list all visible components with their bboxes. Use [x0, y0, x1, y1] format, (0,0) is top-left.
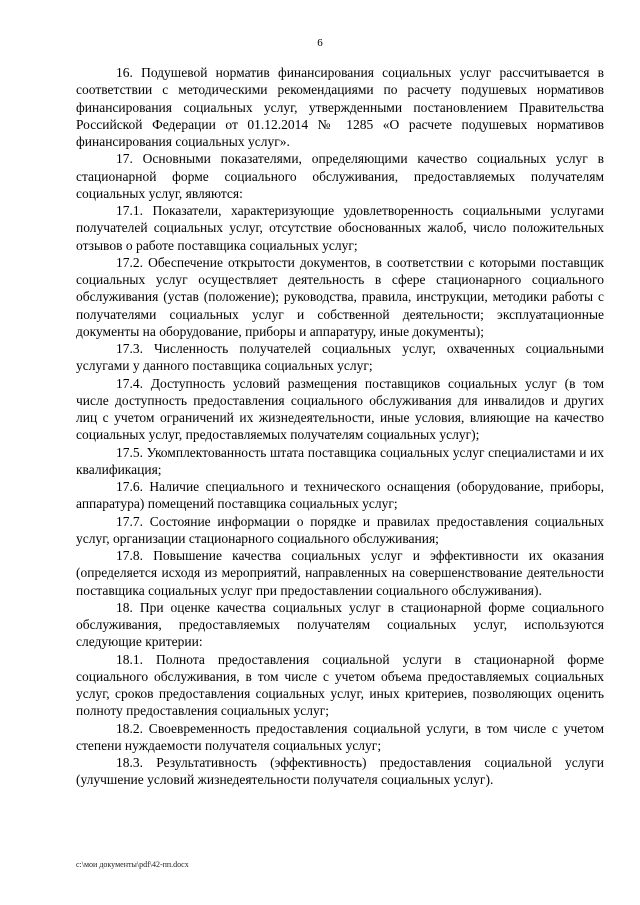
- paragraph-17-8: 17.8. Повышение качества социальных услуг и эффективности их оказания (определяется исходя из мероприятий, направленных на совершенствование деятельности поставщика социальных услуг при предоставлении социального обслуживания).: [76, 548, 604, 598]
- paragraph-17-3: 17.3. Численность получателей социальных услуг, охваченных социальными услугами у данного поставщика социальных услуг;: [76, 341, 604, 374]
- document-body: [76, 64, 604, 789]
- paragraph-18: 18. При оценке качества социальных услуг в стационарной форме социального обслуживания, предоставляемых получателям социальных услуг, используются следующие критерии:: [76, 599, 604, 650]
- paragraph-17-1: 17.1. Показатели, характеризующие удовлетворенность социальными услугами получателей социальных услуг, отсутствие обоснованных жалоб, число положительных отзывов о работе поставщика социальных услуг;: [76, 203, 604, 253]
- paragraph-18-3: 18.3. Результативность (эффективность) предоставления социальной услуги (улучшение условий жизнедеятельности получателя социальных услуг).: [76, 755, 604, 788]
- paragraph-17-2: 17.2. Обеспечение открытости документов, в соответствии с которыми поставщик социальных услуг осуществляет деятельность в сфере стационарного социального обслуживания (устав (положение); руководства, правила, инструкции, методики работы с получателями социальных услуг и собственной деятельности; эксплуатационные документы на оборудование, приборы и аппаратуру, иные документы);: [76, 254, 604, 339]
- paragraph-18-1: 18.1. Полнота предоставления социальной услуги в стационарной форме социального обслуживания, в том числе с учетом объема предоставляемых социальных услуг, сроков предоставления социальных услуг, иных критериев, позволяющих оценить полноту предоставления социальных услуг;: [76, 651, 604, 719]
- paragraph-16: 16. Подушевой норматив финансирования социальных услуг рассчитывается в соответствии с методическими рекомендациями по расчету подушевых нормативов финансирования социальных услуг, утвержденными постановлением Правительства Российской Федерации от 01.12.2014 № 1285 «О расчете подушевых нормативов финансирования социальных услуг».: [76, 65, 604, 149]
- paragraph-17-7: 17.7. Состояние информации о порядке и правилах предоставления социальных услуг, организации стационарного социального обслуживания;: [76, 513, 604, 546]
- paragraph-17-6: 17.6. Наличие специального и технического оснащения (оборудование, приборы, аппаратура) помещений поставщика социальных услуг;: [76, 479, 604, 512]
- page-number: 6: [317, 37, 323, 49]
- paragraph-17-4: 17.4. Доступность условий размещения поставщиков социальных услуг (в том числе доступность предоставления социального обслуживания для инвалидов и других лиц с учетом ограничений их жизнедеятельности, иные условия, влияющие на качество социальных услуг, предоставляемых получателям социальных услуг);: [76, 375, 604, 443]
- file-path-footer: c:\мои документы\pdf\42-пп.docx: [76, 860, 189, 869]
- paragraph-17: 17. Основными показателями, определяющими качество социальных услуг в стационарной форме социального обслуживания, предоставляемых получателям социальных услуг, являются:: [76, 151, 604, 201]
- paragraph-18-2: 18.2. Своевременность предоставления социальной услуги, в том числе с учетом степени нуждаемости получателя социальных услуг;: [76, 720, 604, 753]
- paragraph-17-5: 17.5. Укомплектованность штата поставщика социальных услуг специалистами и их квалификация;: [76, 444, 604, 477]
